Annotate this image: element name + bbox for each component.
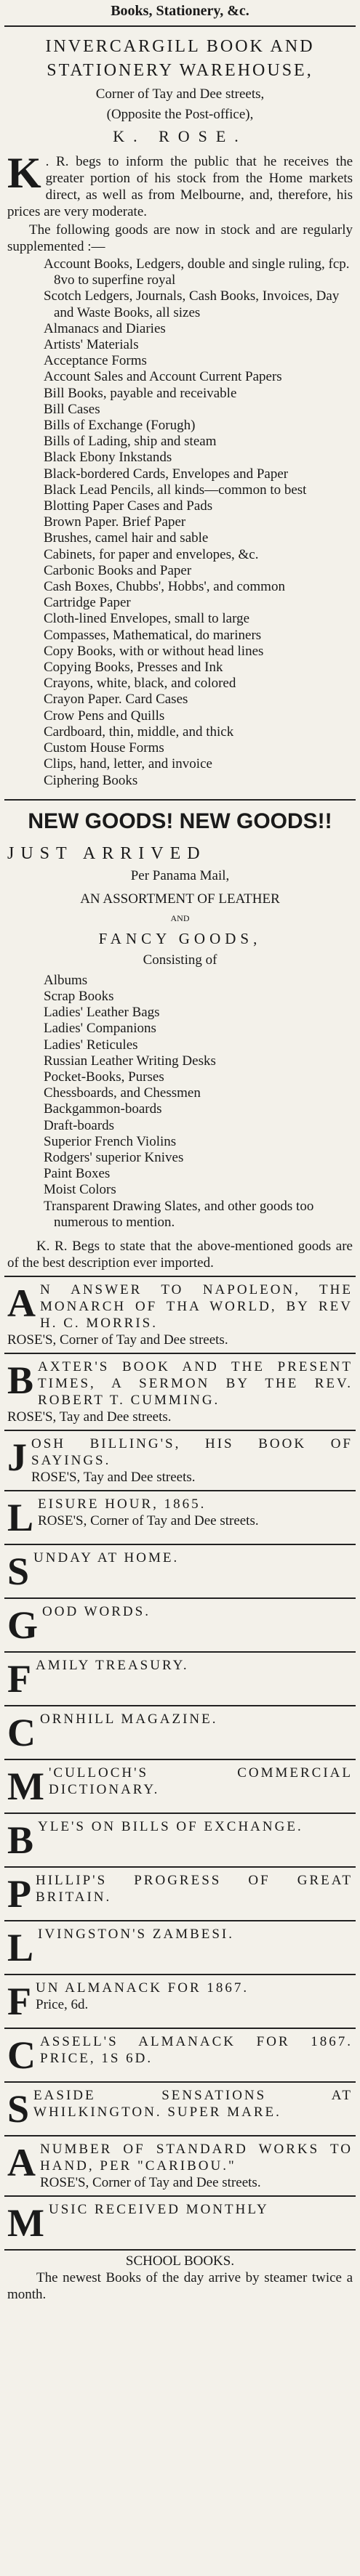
list-item: Cardboard, thin, middle, and thick bbox=[44, 724, 234, 740]
ad-text: UNDAY AT HOME. bbox=[33, 1550, 180, 1566]
ad-text: USIC RECEIVED MONTHLY bbox=[48, 2201, 269, 2217]
list-item: Compasses, Mathematical, do mariners bbox=[44, 627, 262, 643]
ad-text: HILLIP'S PROGRESS OF GREAT BRITAIN. bbox=[36, 1872, 353, 1905]
divider bbox=[4, 1705, 356, 1706]
intro-followup: The following goods are now in stock and are regularly supplemented :— bbox=[7, 222, 353, 254]
list-item: Copy Books, with or without head lines bbox=[44, 643, 264, 659]
advertisement bbox=[0, 2033, 360, 2077]
divider bbox=[4, 1276, 356, 1277]
ads-section bbox=[0, 1276, 360, 2251]
list-item: Bill Cases bbox=[44, 401, 100, 417]
advertisement bbox=[0, 1435, 360, 1486]
list-item: Backgammon-boards bbox=[44, 1101, 162, 1117]
drop-cap: B bbox=[7, 1358, 34, 1402]
list-item: Paint Boxes bbox=[44, 1166, 111, 1182]
list-item: Acceptance Forms bbox=[44, 353, 147, 369]
just-arrived bbox=[0, 844, 360, 864]
shop-address: Corner of Tay and Dee streets, bbox=[95, 86, 265, 102]
list-item: Bills of Lading, ship and steam bbox=[44, 434, 217, 450]
list-item: Chessboards, and Chessmen bbox=[44, 1085, 201, 1101]
list-item: Black Ebony Inkstands bbox=[44, 450, 172, 466]
drop-cap: A bbox=[7, 1281, 36, 1325]
drop-cap: S bbox=[7, 2086, 30, 2131]
ad-text: AMILY TREASURY. bbox=[36, 1657, 189, 1673]
school-text: The newest Books of the day arrive by steamer twice a month. bbox=[7, 2269, 353, 2302]
list-item: Almanacs and Diaries bbox=[44, 320, 166, 336]
divider bbox=[4, 1974, 356, 1975]
list-item: Transparent Drawing Slates, and other goods too numerous to mention. bbox=[44, 1198, 314, 1230]
advertisement bbox=[0, 2201, 360, 2245]
divider bbox=[4, 1430, 356, 1431]
list-item: Custom House Forms bbox=[44, 740, 164, 756]
list-item: Cabinets, for paper and envelopes, &c. bbox=[44, 546, 259, 562]
divider bbox=[4, 1920, 356, 1921]
list-item: Ladies' Leather Bags bbox=[44, 1005, 160, 1021]
ad-text: IVINGSTON'S ZAMBESI. bbox=[38, 1926, 235, 1942]
assortment-line: AN ASSORTMENT OF LEATHER bbox=[80, 891, 280, 907]
divider bbox=[4, 1866, 356, 1868]
drop-cap: C bbox=[7, 1710, 36, 1754]
list-item: Cash Boxes, Chubbs', Hobbs', and common bbox=[44, 579, 285, 595]
advertisement bbox=[0, 1603, 360, 1647]
drop-cap: C bbox=[7, 2033, 36, 2077]
advertisement bbox=[0, 1818, 360, 1862]
new-goods-heading: NEW GOODS! NEW GOODS!! bbox=[28, 809, 332, 833]
advertisement bbox=[0, 1765, 360, 1808]
intro-text: . R. begs to inform the public that he receives the greater portion of his stock from the Home markets direct, as well as from Melbourne, and, therefore, his prices are very moderate. bbox=[7, 154, 353, 219]
ad-subline: ROSE'S, Tay and Dee streets. bbox=[7, 1409, 172, 1425]
list-item: Rodgers' superior Knives bbox=[44, 1149, 184, 1165]
list-item: Pocket-Books, Purses bbox=[44, 1069, 164, 1085]
list-item: Moist Colors bbox=[44, 1182, 116, 1198]
per-line: Per Panama Mail, bbox=[130, 867, 230, 883]
divider bbox=[4, 799, 356, 801]
divider bbox=[4, 1597, 356, 1599]
fancy-line: FANCY GOODS, bbox=[98, 929, 262, 947]
new-goods-note: K. R. Begs to state that the above-mentioned goods are of the best description ever imported. bbox=[7, 1238, 353, 1271]
advertisement bbox=[0, 2141, 360, 2191]
list-item: Crow Pens and Quills bbox=[44, 708, 165, 724]
ad-text: EISURE HOUR, 1865. bbox=[38, 1496, 207, 1512]
divider bbox=[4, 1812, 356, 1814]
section-title: Books, Stationery, &c. bbox=[111, 3, 249, 19]
list-item: Ladies' Reticules bbox=[44, 1037, 138, 1053]
list-item: Crayon Paper. Card Cases bbox=[44, 692, 188, 708]
advertisement bbox=[0, 1496, 360, 1539]
list-item: Blotting Paper Cases and Pads bbox=[44, 498, 213, 514]
divider bbox=[4, 1651, 356, 1653]
divider bbox=[4, 2135, 356, 2136]
list-item: Black Lead Pencils, all kinds—common to best bbox=[44, 482, 307, 498]
drop-cap: F bbox=[7, 1656, 31, 1701]
list-item: Cartridge Paper bbox=[44, 595, 131, 611]
list-item: Black-bordered Cards, Envelopes and Paper bbox=[44, 466, 289, 482]
shop-name-line1: INVERCARGILL BOOK AND bbox=[45, 37, 315, 56]
ad-text: UN ALMANACK FOR 1867. bbox=[36, 1980, 249, 1996]
ad-text: OSH BILLING'S, HIS BOOK OF SAYINGS. bbox=[31, 1435, 353, 1468]
advertisement bbox=[0, 1926, 360, 1969]
drop-cap: A bbox=[7, 2140, 36, 2184]
list-item: Ladies' Companions bbox=[44, 1021, 156, 1037]
list-item: Clips, hand, letter, and invoice bbox=[44, 756, 212, 772]
proprietor-name: K. ROSE. bbox=[113, 127, 247, 145]
new-goods-list bbox=[0, 973, 360, 1231]
drop-cap: J bbox=[7, 1435, 27, 1479]
ad-text: EASIDE SENSATIONS AT WHILKINGTON. SUPER MARE. bbox=[33, 2087, 353, 2120]
drop-cap: F bbox=[7, 1979, 31, 2023]
divider bbox=[4, 1353, 356, 1354]
drop-cap: P bbox=[7, 1871, 31, 1916]
advertisement bbox=[0, 1711, 360, 1754]
list-item: Scotch Ledgers, Journals, Cash Books, Invoices, Day and Waste Books, all sizes bbox=[44, 288, 340, 320]
divider bbox=[4, 2028, 356, 2029]
ad-text: AXTER'S BOOK AND THE PRESENT TIMES, A SERMON BY THE REV. ROBERT T. CUMMING. bbox=[38, 1358, 353, 1408]
drop-cap: L bbox=[7, 1495, 34, 1539]
list-item: Cloth-lined Envelopes, small to large bbox=[44, 611, 250, 627]
divider bbox=[4, 1759, 356, 1760]
ad-text: ASSELL'S ALMANACK FOR 1867. PRICE, 1S 6D. bbox=[40, 2033, 353, 2066]
divider bbox=[4, 25, 356, 27]
list-item: Russian Leather Writing Desks bbox=[44, 1053, 216, 1069]
drop-cap: L bbox=[7, 1925, 34, 1969]
ad-text: 'CULLOCH'S COMMERCIAL DICTIONARY. bbox=[48, 1765, 353, 1797]
drop-cap: G bbox=[7, 1603, 39, 1647]
ad-text: YLE'S ON BILLS OF EXCHANGE. bbox=[38, 1818, 303, 1834]
ad-text: NUMBER OF STANDARD WORKS TO HAND, PER "CARIBOU." bbox=[40, 2141, 353, 2174]
ad-text: N ANSWER TO NAPOLEON, THE MONARCH OF THA WORLD, BY REV H. C. MORRIS. bbox=[40, 1281, 353, 1331]
list-item: Albums bbox=[44, 972, 88, 988]
divider bbox=[4, 2081, 356, 2083]
drop-cap: S bbox=[7, 1549, 30, 1593]
list-item: Draft-boards bbox=[44, 1117, 115, 1133]
list-item: Scrap Books bbox=[44, 988, 114, 1004]
and-line: AND bbox=[170, 912, 190, 923]
list-item: Brown Paper. Brief Paper bbox=[44, 514, 186, 530]
list-item: Bills of Exchange (Forugh) bbox=[44, 418, 196, 434]
divider bbox=[4, 2195, 356, 2197]
divider bbox=[4, 2249, 356, 2251]
ad-subline: ROSE'S, Tay and Dee streets. bbox=[31, 1469, 196, 1485]
advertisement bbox=[0, 1980, 360, 2023]
advertisement bbox=[0, 1358, 360, 1425]
ad-subline: Price, 6d. bbox=[36, 1996, 89, 2012]
ad-text: OOD WORDS. bbox=[42, 1603, 151, 1619]
divider bbox=[4, 1490, 356, 1491]
shop-name-line2: STATIONERY WAREHOUSE, bbox=[47, 61, 313, 80]
list-item: Ciphering Books bbox=[44, 772, 138, 788]
list-item: Account Books, Ledgers, double and single ruling, fcp. 8vo to superfine royal bbox=[44, 256, 350, 288]
advertisement bbox=[0, 1281, 360, 1348]
drop-cap: B bbox=[7, 1818, 34, 1862]
school-heading: SCHOOL BOOKS. bbox=[125, 2253, 235, 2269]
intro-paragraph bbox=[0, 149, 360, 220]
divider bbox=[4, 1544, 356, 1545]
list-item: Superior French Violins bbox=[44, 1133, 177, 1149]
advertisement bbox=[0, 2087, 360, 2131]
drop-cap: K bbox=[7, 149, 41, 197]
list-item: Crayons, white, black, and colored bbox=[44, 676, 236, 692]
drop-cap: M bbox=[7, 2200, 44, 2245]
ad-text: ORNHILL MAGAZINE. bbox=[40, 1711, 218, 1727]
ad-subline: ROSE'S, Corner of Tay and Dee streets. bbox=[40, 2174, 261, 2190]
ad-subline: ROSE'S, Corner of Tay and Dee streets. bbox=[7, 1332, 228, 1348]
just-arrived-text: JUST ARRIVED bbox=[7, 843, 207, 863]
stock-list bbox=[0, 256, 360, 789]
list-item: Artists' Materials bbox=[44, 337, 139, 353]
shop-opposite: (Opposite the Post-office), bbox=[106, 107, 254, 122]
list-item: Carbonic Books and Paper bbox=[44, 562, 192, 578]
list-item: Brushes, camel hair and sable bbox=[44, 530, 209, 546]
list-item: Account Sales and Account Current Papers bbox=[44, 369, 282, 385]
advertisement bbox=[0, 1872, 360, 1916]
list-item: Copying Books, Presses and Ink bbox=[44, 660, 223, 676]
drop-cap: M bbox=[7, 1764, 44, 1808]
advertisement bbox=[0, 1550, 360, 1593]
list-item: Bill Books, payable and receivable bbox=[44, 385, 237, 401]
consisting-line: Consisting of bbox=[143, 952, 217, 968]
ad-subline: ROSE'S, Corner of Tay and Dee streets. bbox=[38, 1512, 259, 1528]
advertisement bbox=[0, 1657, 360, 1701]
